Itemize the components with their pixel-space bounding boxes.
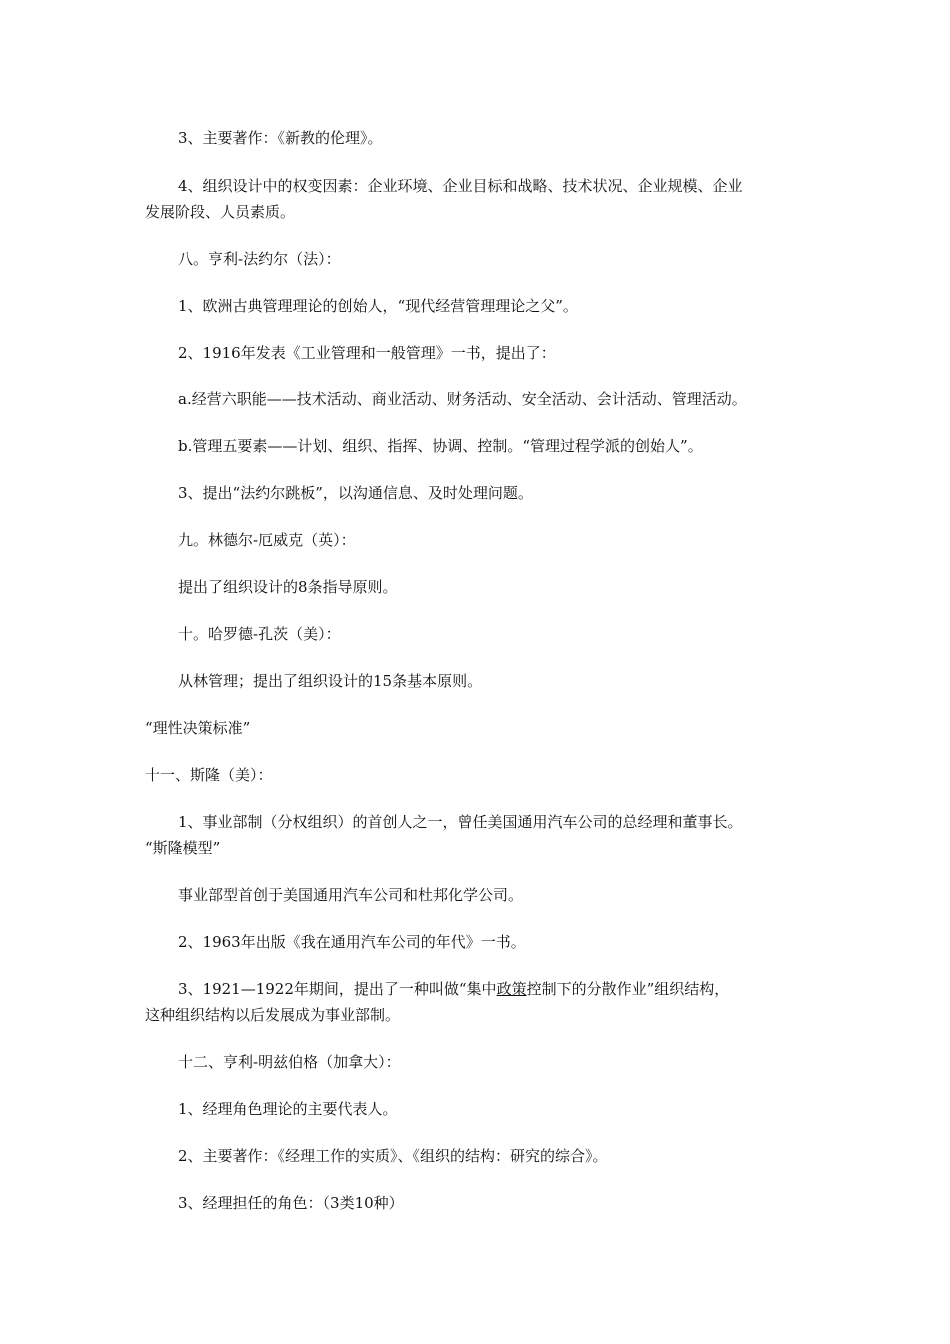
paragraph-mintzberg-1: 1、经理角色理论的主要代表人。 xyxy=(178,1100,398,1118)
heading-mintzberg: 十二、亨利-明兹伯格（加拿大）： xyxy=(178,1053,401,1071)
paragraph-weber-works: 3、主要著作：《新教的伦理》。 xyxy=(178,129,383,147)
paragraph-fayol-1: 1、欧洲古典管理理论的创始人，“现代经营管理理论之父”。 xyxy=(178,297,578,315)
paragraph-urwick: 提出了组织设计的8条指导原则。 xyxy=(178,578,398,596)
paragraph-fayol-2a: a.经营六职能——技术活动、商业活动、财务活动、安全活动、会计活动、管理活动。 xyxy=(178,390,747,408)
paragraph-rational-decision: “理性决策标准” xyxy=(145,719,251,737)
paragraph-mintzberg-3: 3、经理担任的角色：（3类10种） xyxy=(178,1194,404,1212)
paragraph-mintzberg-2: 2、主要著作：《经理工作的实质》、《组织的结构：研究的综合》。 xyxy=(178,1147,608,1165)
paragraph-sloan-3-line1 xyxy=(178,976,729,1002)
paragraph-koontz: 从林管理；提出了组织设计的15条基本原则。 xyxy=(178,672,483,690)
heading-urwick: 九。林德尔-厄威克（英）： xyxy=(178,531,356,549)
paragraph-contingency-factors-line1: 4、组织设计中的权变因素：企业环境、企业目标和战略、技术状况、企业规模、企业 xyxy=(178,177,743,195)
heading-fayol: 八。亨利-法约尔（法）： xyxy=(178,250,341,268)
paragraph-fayol-2b: b.管理五要素——计划、组织、指挥、协调、控制。“管理过程学派的创始人”。 xyxy=(178,437,703,455)
text-segment: 3、1921—1922年期间，提出了一种叫做“集中 xyxy=(178,980,497,998)
underlined-term-policy: 政策 xyxy=(496,980,527,998)
paragraph-sloan-1-line2: “斯隆模型” xyxy=(145,839,221,857)
paragraph-contingency-factors-line2: 发展阶段、人员素质。 xyxy=(145,203,296,221)
paragraph-sloan-1-line1: 1、事业部制（分权组织）的首创人之一，曾任美国通用汽车公司的总经理和董事长。 xyxy=(178,813,743,831)
paragraph-sloan-division: 事业部型首创于美国通用汽车公司和杜邦化学公司。 xyxy=(178,886,524,904)
paragraph-sloan-3-line2: 这种组织结构以后发展成为事业部制。 xyxy=(145,1006,401,1024)
heading-koontz: 十。哈罗德-孔茨（美）： xyxy=(178,625,341,643)
heading-sloan: 十一、斯隆（美）： xyxy=(145,766,273,784)
paragraph-sloan-2: 2、1963年出版《我在通用汽车公司的年代》一书。 xyxy=(178,933,526,951)
text-segment: 控制下的分散作业”组织结构， xyxy=(526,980,730,998)
paragraph-fayol-3: 3、提出“法约尔跳板”，以沟通信息、及时处理问题。 xyxy=(178,484,533,502)
paragraph-fayol-2: 2、1916年发表《工业管理和一般管理》一书，提出了： xyxy=(178,344,556,362)
